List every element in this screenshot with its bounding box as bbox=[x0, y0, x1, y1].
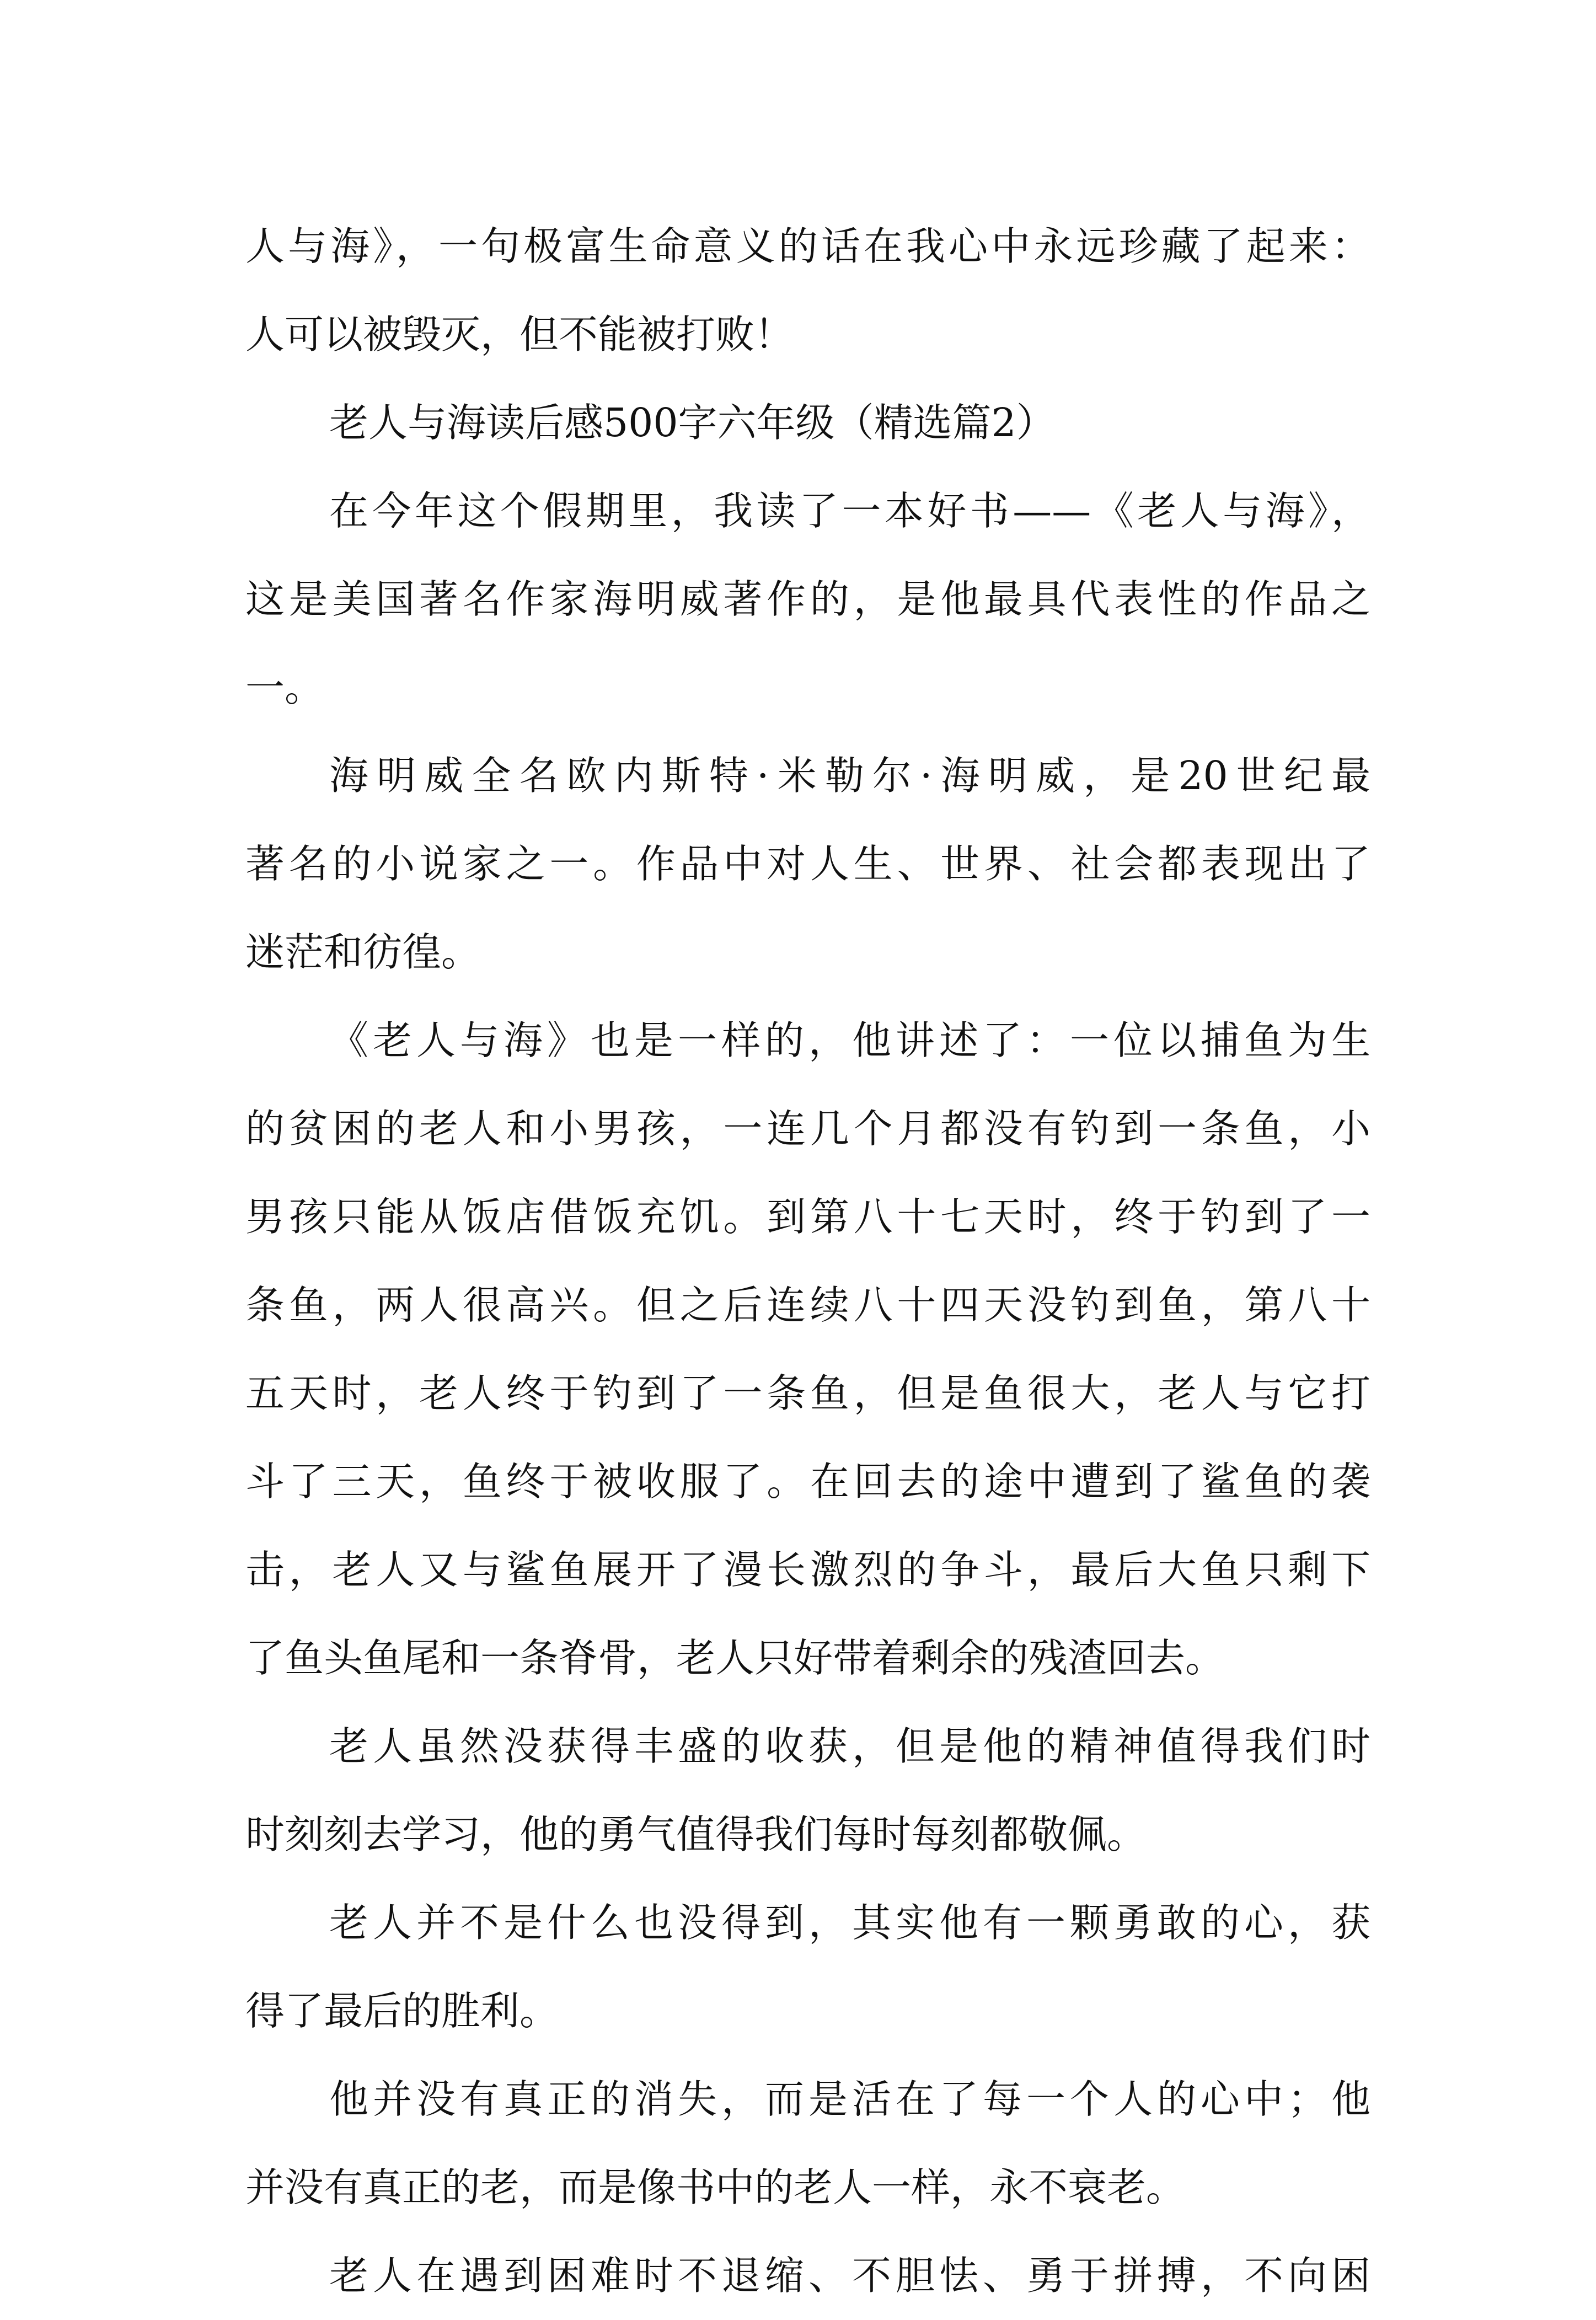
text-line: 人与海》，一句极富生命意义的话在我心中永远珍藏了起来： bbox=[245, 223, 1370, 269]
paragraph bbox=[245, 1702, 1370, 1879]
text-line: 老人在遇到困难时不退缩、不胆怯、勇于拼搏，不向困 bbox=[329, 2253, 1370, 2298]
text-line: 这是美国著名作家海明威著作的，是他最具代表性的作品之 bbox=[245, 576, 1370, 622]
text-line: 斗了三天，鱼终于被收服了。在回去的途中遭到了鲨鱼的袭 bbox=[245, 1459, 1370, 1504]
text-line: 老人并不是什么也没得到，其实他有一颗勇敢的心，获 bbox=[329, 1900, 1370, 1946]
text-line: 老人虽然没获得丰盛的收获，但是他的精神值得我们时 bbox=[329, 1723, 1370, 1769]
paragraph bbox=[245, 732, 1370, 996]
text-line: 条鱼，两人很高兴。但之后连续八十四天没钓到鱼，第八十 bbox=[245, 1282, 1370, 1328]
text-line: 《老人与海》也是一样的，他讲述了：一位以捕鱼为生 bbox=[329, 1017, 1370, 1063]
text-line: 了鱼头鱼尾和一条脊骨，老人只好带着剩余的残渣回去。 bbox=[245, 1635, 1225, 1681]
text-line: 时刻刻去学习，他的勇气值得我们每时每刻都敬佩。 bbox=[245, 1812, 1147, 1857]
paragraph bbox=[245, 2055, 1370, 2232]
text-line: 得了最后的胜利。 bbox=[245, 1988, 559, 2034]
section-heading: 老人与海读后感500字六年级（精选篇2） bbox=[329, 400, 1056, 446]
text-line: 五天时，老人终于钓到了一条鱼，但是鱼很大，老人与它打 bbox=[245, 1370, 1370, 1416]
text-line: 击，老人又与鲨鱼展开了漫长激烈的争斗，最后大鱼只剩下 bbox=[245, 1547, 1370, 1593]
text-line: 在今年这个假期里，我读了一本好书——《老人与海》， bbox=[329, 488, 1370, 534]
text-line: 一。 bbox=[245, 665, 324, 710]
text-line: 海明威全名欧内斯特·米勒尔·海明威，是20世纪最 bbox=[329, 753, 1370, 799]
opening-paragraph bbox=[245, 202, 1370, 379]
text-line: 的贫困的老人和小男孩，一连几个月都没有钓到一条鱼，小 bbox=[245, 1106, 1370, 1151]
document-body bbox=[245, 202, 1370, 2320]
text-line: 他并没有真正的消失，而是活在了每一个人的心中；他 bbox=[329, 2076, 1370, 2122]
paragraph bbox=[245, 2232, 1370, 2320]
text-line: 迷茫和彷徨。 bbox=[245, 929, 481, 975]
paragraph bbox=[245, 1879, 1370, 2055]
text-line: 人可以被毁灭，但不能被打败！ bbox=[245, 312, 794, 357]
text-line: 并没有真正的老，而是像书中的老人一样，永不衰老。 bbox=[245, 2164, 1186, 2210]
text-line: 著名的小说家之一。作品中对人生、世界、社会都表现出了 bbox=[245, 841, 1370, 887]
text-line: 男孩只能从饭店借饭充饥。到第八十七天时，终于钓到了一 bbox=[245, 1194, 1370, 1240]
paragraph bbox=[245, 467, 1370, 732]
paragraph bbox=[245, 996, 1370, 1702]
